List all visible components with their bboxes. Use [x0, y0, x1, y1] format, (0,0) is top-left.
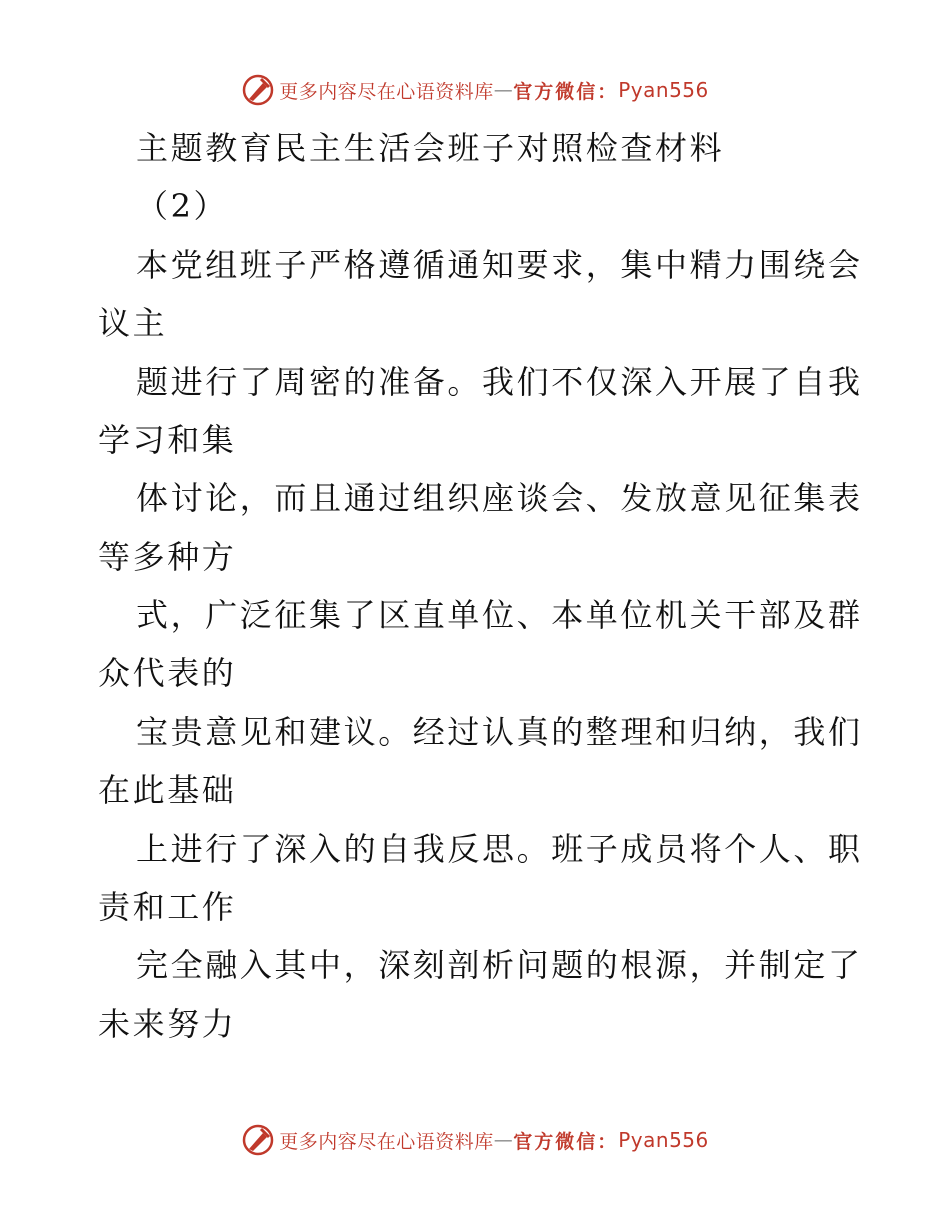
pen-logo-icon: [241, 73, 275, 107]
body-line: 未来努力: [98, 1005, 237, 1043]
body-line: 题进行了周密的准备。我们不仅深入开展了自我: [136, 363, 863, 401]
banner-separator: —: [493, 79, 514, 101]
body-line: 在此基础: [98, 771, 237, 809]
body-line: 等多种方: [98, 538, 237, 576]
body-line: 上进行了深入的自我反思。班子成员将个人、职: [136, 830, 863, 868]
body-line: 完全融入其中，深刻剖析问题的根源，并制定了: [136, 946, 863, 984]
footer-watermark-banner: [0, 1120, 950, 1160]
body-line: 本党组班子严格遵循通知要求，集中精力围绕会: [136, 246, 863, 284]
body-line: 学习和集: [98, 421, 237, 459]
banner-separator: —: [493, 1129, 514, 1151]
banner-wechat-id: Pyan556: [618, 1128, 709, 1152]
banner-wechat-id: Pyan556: [618, 78, 709, 102]
document-title: 主题教育民主生活会班子对照检查材料: [136, 129, 725, 167]
body-line: 众代表的: [98, 654, 237, 692]
banner-text: 更多内容尽在心语资料库: [279, 80, 494, 103]
body-line: 式，广泛征集了区直单位、本单位机关干部及群: [136, 596, 863, 634]
banner-wechat-label: 官方微信：: [513, 80, 619, 103]
document-subtitle: （2）: [136, 187, 229, 225]
header-watermark-banner: [0, 70, 950, 110]
banner-text: 更多内容尽在心语资料库: [279, 1130, 494, 1153]
body-line: 体讨论，而且通过组织座谈会、发放意见征集表: [136, 479, 863, 517]
body-line: 议主: [98, 304, 168, 342]
body-line: 宝贵意见和建议。经过认真的整理和归纳，我们: [136, 713, 863, 751]
body-line: 责和工作: [98, 888, 237, 926]
banner-wechat-label: 官方微信：: [513, 1130, 619, 1153]
pen-logo-icon: [241, 1123, 275, 1157]
